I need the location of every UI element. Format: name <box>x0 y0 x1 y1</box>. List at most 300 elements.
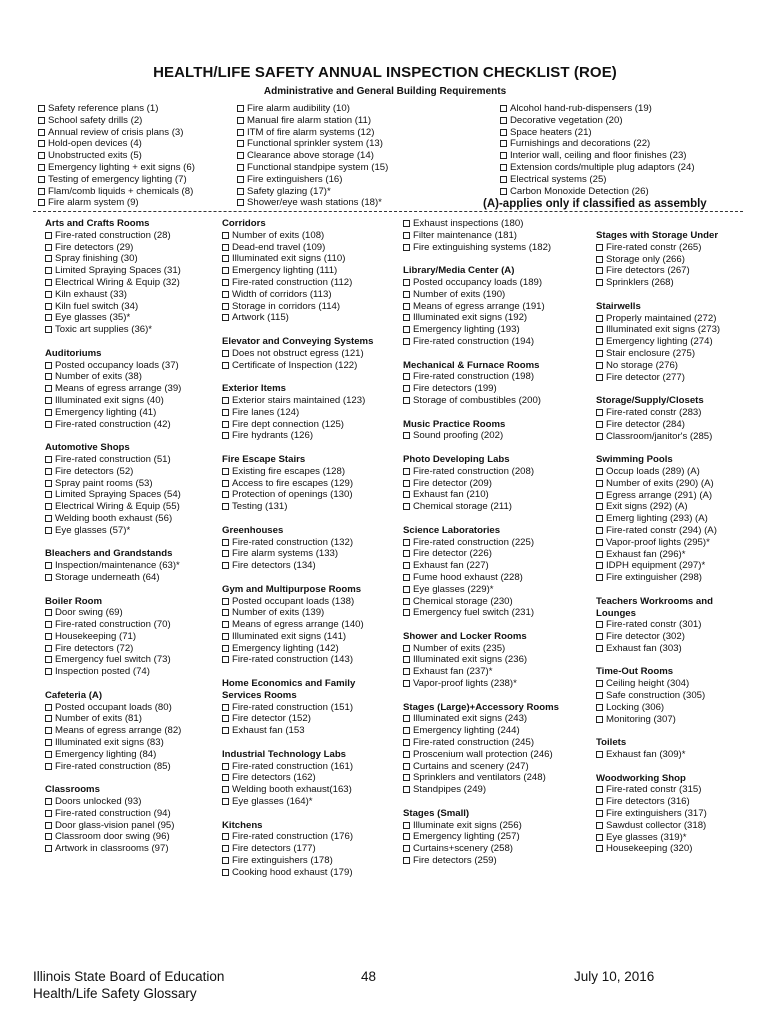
checkbox[interactable] <box>222 798 229 805</box>
checklist-item[interactable] <box>45 631 181 643</box>
checklist-item[interactable] <box>38 115 195 127</box>
checklist-item[interactable] <box>45 737 181 749</box>
checkbox[interactable] <box>403 397 410 404</box>
checklist-item[interactable] <box>45 643 181 655</box>
checklist-item[interactable] <box>222 230 392 242</box>
checklist-item[interactable] <box>45 277 181 289</box>
checkbox[interactable] <box>222 421 229 428</box>
checklist-item[interactable] <box>45 312 181 324</box>
checklist-item[interactable] <box>500 127 695 139</box>
checklist-item[interactable] <box>596 466 736 478</box>
checkbox[interactable] <box>500 117 507 124</box>
checklist-item[interactable] <box>45 607 181 619</box>
checklist-item[interactable] <box>596 690 736 702</box>
checkbox[interactable] <box>222 314 229 321</box>
checklist-item[interactable] <box>45 820 181 832</box>
checklist-item[interactable] <box>596 749 736 761</box>
checklist-item[interactable] <box>222 430 392 442</box>
checklist-item[interactable] <box>596 242 736 254</box>
checkbox[interactable] <box>45 326 52 333</box>
checkbox[interactable] <box>38 199 45 206</box>
checklist-item[interactable] <box>403 336 559 348</box>
checkbox[interactable] <box>596 503 603 510</box>
checklist-item[interactable] <box>403 289 559 301</box>
checklist-item[interactable] <box>403 820 559 832</box>
checklist-item[interactable] <box>403 713 559 725</box>
checklist-item[interactable] <box>403 312 559 324</box>
checkbox[interactable] <box>45 255 52 262</box>
checkbox[interactable] <box>38 105 45 112</box>
checklist-item[interactable] <box>596 431 736 443</box>
checkbox[interactable] <box>222 232 229 239</box>
checklist-item[interactable] <box>222 501 392 513</box>
checkbox[interactable] <box>45 279 52 286</box>
checkbox[interactable] <box>45 633 52 640</box>
checkbox[interactable] <box>596 810 603 817</box>
checkbox[interactable] <box>403 244 410 251</box>
checklist-item[interactable] <box>222 654 392 666</box>
checkbox[interactable] <box>222 267 229 274</box>
checkbox[interactable] <box>237 105 244 112</box>
checklist-item[interactable] <box>596 784 736 796</box>
checklist-item[interactable] <box>403 572 559 584</box>
checkbox[interactable] <box>403 550 410 557</box>
checkbox[interactable] <box>45 562 52 569</box>
checklist-item[interactable] <box>596 714 736 726</box>
checkbox[interactable] <box>403 562 410 569</box>
checklist-item[interactable] <box>403 831 559 843</box>
checkbox[interactable] <box>403 763 410 770</box>
checkbox[interactable] <box>45 456 52 463</box>
checkbox[interactable] <box>403 326 410 333</box>
checkbox[interactable] <box>596 574 603 581</box>
checkbox[interactable] <box>596 786 603 793</box>
checkbox[interactable] <box>222 279 229 286</box>
checklist-item[interactable] <box>45 666 181 678</box>
checkbox[interactable] <box>222 786 229 793</box>
checkbox[interactable] <box>403 727 410 734</box>
checkbox[interactable] <box>403 786 410 793</box>
checkbox[interactable] <box>500 140 507 147</box>
checklist-item[interactable] <box>45 501 181 513</box>
checklist-item[interactable] <box>403 324 559 336</box>
checkbox[interactable] <box>596 551 603 558</box>
checkbox[interactable] <box>596 716 603 723</box>
checklist-item[interactable] <box>222 607 392 619</box>
checkbox[interactable] <box>403 845 410 852</box>
checkbox[interactable] <box>596 279 603 286</box>
checkbox[interactable] <box>222 857 229 864</box>
checkbox[interactable] <box>500 176 507 183</box>
checklist-item[interactable] <box>596 572 736 584</box>
checkbox[interactable] <box>222 503 229 510</box>
checklist-item[interactable] <box>403 301 559 313</box>
checklist-item[interactable] <box>222 619 392 631</box>
checklist-item[interactable] <box>237 150 388 162</box>
checkbox[interactable] <box>45 314 52 321</box>
checklist-item[interactable] <box>596 513 736 525</box>
checklist-item[interactable] <box>596 643 736 655</box>
checkbox[interactable] <box>222 432 229 439</box>
checkbox[interactable] <box>596 515 603 522</box>
checklist-item[interactable] <box>45 725 181 737</box>
checkbox[interactable] <box>403 574 410 581</box>
checklist-item[interactable] <box>237 197 388 209</box>
checkbox[interactable] <box>596 409 603 416</box>
checkbox[interactable] <box>596 692 603 699</box>
checklist-item[interactable] <box>596 537 736 549</box>
checklist-item[interactable] <box>596 501 736 513</box>
checkbox[interactable] <box>222 397 229 404</box>
checkbox[interactable] <box>222 480 229 487</box>
checkbox[interactable] <box>596 527 603 534</box>
checklist-item[interactable] <box>222 478 392 490</box>
checkbox[interactable] <box>222 409 229 416</box>
checkbox[interactable] <box>403 385 410 392</box>
checklist-item[interactable] <box>596 808 736 820</box>
checklist-item[interactable] <box>45 419 181 431</box>
checklist-item[interactable] <box>222 713 392 725</box>
checkbox[interactable] <box>403 338 410 345</box>
checkbox[interactable] <box>596 256 603 263</box>
checkbox[interactable] <box>45 291 52 298</box>
checklist-item[interactable] <box>45 289 181 301</box>
checkbox[interactable] <box>222 244 229 251</box>
checkbox[interactable] <box>222 303 229 310</box>
checkbox[interactable] <box>45 421 52 428</box>
checkbox[interactable] <box>45 739 52 746</box>
checkbox[interactable] <box>45 244 52 251</box>
checkbox[interactable] <box>403 503 410 510</box>
checklist-item[interactable] <box>596 796 736 808</box>
checkbox[interactable] <box>222 656 229 663</box>
checkbox[interactable] <box>403 857 410 864</box>
checkbox[interactable] <box>222 468 229 475</box>
checkbox[interactable] <box>45 833 52 840</box>
checkbox[interactable] <box>596 374 603 381</box>
checklist-item[interactable] <box>403 478 559 490</box>
checkbox[interactable] <box>500 164 507 171</box>
checklist-item[interactable] <box>38 138 195 150</box>
checklist-item[interactable] <box>45 466 181 478</box>
checkbox[interactable] <box>45 232 52 239</box>
checklist-item[interactable] <box>403 501 559 513</box>
checkbox[interactable] <box>237 117 244 124</box>
checkbox[interactable] <box>45 303 52 310</box>
checkbox[interactable] <box>45 468 52 475</box>
checkbox[interactable] <box>38 176 45 183</box>
checkbox[interactable] <box>45 727 52 734</box>
checkbox[interactable] <box>403 303 410 310</box>
checklist-item[interactable] <box>222 761 392 773</box>
checkbox[interactable] <box>596 621 603 628</box>
checklist-item[interactable] <box>45 371 181 383</box>
checklist-item[interactable] <box>45 713 181 725</box>
checkbox[interactable] <box>45 822 52 829</box>
checklist-item[interactable] <box>596 419 736 431</box>
checklist-item[interactable] <box>237 138 388 150</box>
checklist-item[interactable] <box>38 186 195 198</box>
checklist-item[interactable] <box>222 312 392 324</box>
checklist-item[interactable] <box>45 324 181 336</box>
checklist-item[interactable] <box>403 383 559 395</box>
checkbox[interactable] <box>403 822 410 829</box>
checklist-item[interactable] <box>596 820 736 832</box>
checklist-item[interactable] <box>222 360 392 372</box>
checkbox[interactable] <box>45 751 52 758</box>
checkbox[interactable] <box>596 633 603 640</box>
checklist-item[interactable] <box>500 174 695 186</box>
checkbox[interactable] <box>45 397 52 404</box>
checklist-item[interactable] <box>403 218 559 230</box>
checklist-item[interactable] <box>403 560 559 572</box>
checklist-item[interactable] <box>222 855 392 867</box>
checklist-item[interactable] <box>596 336 736 348</box>
checkbox[interactable] <box>596 244 603 251</box>
checklist-item[interactable] <box>403 843 559 855</box>
checkbox[interactable] <box>403 586 410 593</box>
checklist-item[interactable] <box>500 186 695 198</box>
checkbox[interactable] <box>237 176 244 183</box>
checklist-item[interactable] <box>45 702 181 714</box>
checkbox[interactable] <box>45 362 52 369</box>
checkbox[interactable] <box>403 291 410 298</box>
checkbox[interactable] <box>222 869 229 876</box>
checkbox[interactable] <box>45 668 52 675</box>
checklist-item[interactable] <box>222 395 392 407</box>
checklist-item[interactable] <box>596 348 736 360</box>
checkbox[interactable] <box>500 105 507 112</box>
checklist-item[interactable] <box>222 596 392 608</box>
checklist-item[interactable] <box>45 843 181 855</box>
checklist-item[interactable] <box>45 831 181 843</box>
checkbox[interactable] <box>222 539 229 546</box>
checkbox[interactable] <box>596 468 603 475</box>
checkbox[interactable] <box>45 621 52 628</box>
checklist-item[interactable] <box>403 371 559 383</box>
checkbox[interactable] <box>45 503 52 510</box>
checklist-item[interactable] <box>596 525 736 537</box>
checklist-item[interactable] <box>403 395 559 407</box>
checkbox[interactable] <box>222 255 229 262</box>
checklist-item[interactable] <box>45 572 181 584</box>
checkbox[interactable] <box>222 621 229 628</box>
checklist-item[interactable] <box>38 197 195 209</box>
checklist-item[interactable] <box>596 560 736 572</box>
checkbox[interactable] <box>222 727 229 734</box>
checkbox[interactable] <box>403 468 410 475</box>
checklist-item[interactable] <box>45 513 181 525</box>
checkbox[interactable] <box>222 550 229 557</box>
checklist-item[interactable] <box>596 277 736 289</box>
checkbox[interactable] <box>237 140 244 147</box>
checklist-item[interactable] <box>222 643 392 655</box>
checkbox[interactable] <box>222 645 229 652</box>
checkbox[interactable] <box>403 645 410 652</box>
checklist-item[interactable] <box>403 466 559 478</box>
checkbox[interactable] <box>596 350 603 357</box>
checklist-item[interactable] <box>403 277 559 289</box>
checkbox[interactable] <box>403 609 410 616</box>
checklist-item[interactable] <box>596 832 736 844</box>
checkbox[interactable] <box>500 188 507 195</box>
checkbox[interactable] <box>596 562 603 569</box>
checkbox[interactable] <box>403 668 410 675</box>
checklist-item[interactable] <box>596 254 736 266</box>
checkbox[interactable] <box>45 267 52 274</box>
checkbox[interactable] <box>596 704 603 711</box>
checklist-item[interactable] <box>45 808 181 820</box>
checklist-item[interactable] <box>222 489 392 501</box>
checkbox[interactable] <box>45 798 52 805</box>
checklist-item[interactable] <box>222 702 392 714</box>
checklist-item[interactable] <box>500 150 695 162</box>
checkbox[interactable] <box>237 129 244 136</box>
checklist-item[interactable] <box>596 372 736 384</box>
checklist-item[interactable] <box>500 103 695 115</box>
checklist-item[interactable] <box>45 654 181 666</box>
checkbox[interactable] <box>38 117 45 124</box>
checkbox[interactable] <box>45 810 52 817</box>
checklist-item[interactable] <box>596 407 736 419</box>
checkbox[interactable] <box>403 314 410 321</box>
checklist-item[interactable] <box>222 242 392 254</box>
checklist-item[interactable] <box>500 162 695 174</box>
checklist-item[interactable] <box>403 772 559 784</box>
checkbox[interactable] <box>403 751 410 758</box>
checklist-item[interactable] <box>45 242 181 254</box>
checklist-item[interactable] <box>222 631 392 643</box>
checklist-item[interactable] <box>403 430 559 442</box>
checklist-item[interactable] <box>45 749 181 761</box>
checklist-item[interactable] <box>45 230 181 242</box>
checkbox[interactable] <box>596 680 603 687</box>
checklist-item[interactable] <box>45 525 181 537</box>
checkbox[interactable] <box>403 656 410 663</box>
checkbox[interactable] <box>222 715 229 722</box>
checklist-item[interactable] <box>45 478 181 490</box>
checkbox[interactable] <box>596 433 603 440</box>
checklist-item[interactable] <box>596 265 736 277</box>
checklist-item[interactable] <box>237 115 388 127</box>
checklist-item[interactable] <box>403 607 559 619</box>
checklist-item[interactable] <box>45 383 181 395</box>
checkbox[interactable] <box>596 362 603 369</box>
checklist-item[interactable] <box>596 324 736 336</box>
checklist-item[interactable] <box>222 560 392 572</box>
checklist-item[interactable] <box>45 301 181 313</box>
checklist-item[interactable] <box>222 277 392 289</box>
checklist-item[interactable] <box>403 855 559 867</box>
checkbox[interactable] <box>222 763 229 770</box>
checkbox[interactable] <box>403 232 410 239</box>
checkbox[interactable] <box>45 373 52 380</box>
checklist-item[interactable] <box>38 162 195 174</box>
checkbox[interactable] <box>403 373 410 380</box>
checklist-item[interactable] <box>222 301 392 313</box>
checkbox[interactable] <box>222 704 229 711</box>
checkbox[interactable] <box>38 164 45 171</box>
checkbox[interactable] <box>45 515 52 522</box>
checklist-item[interactable] <box>237 127 388 139</box>
checklist-item[interactable] <box>222 796 392 808</box>
checkbox[interactable] <box>403 491 410 498</box>
checkbox[interactable] <box>403 432 410 439</box>
checklist-item[interactable] <box>403 725 559 737</box>
checklist-item[interactable] <box>596 702 736 714</box>
checkbox[interactable] <box>45 480 52 487</box>
checklist-item[interactable] <box>45 489 181 501</box>
checkbox[interactable] <box>403 739 410 746</box>
checklist-item[interactable] <box>500 115 695 127</box>
checklist-item[interactable] <box>403 678 559 690</box>
checkbox[interactable] <box>222 598 229 605</box>
checklist-item[interactable] <box>403 737 559 749</box>
checkbox[interactable] <box>45 491 52 498</box>
checklist-item[interactable] <box>45 360 181 372</box>
checkbox[interactable] <box>596 751 603 758</box>
checkbox[interactable] <box>237 164 244 171</box>
checklist-item[interactable] <box>403 489 559 501</box>
checklist-item[interactable] <box>222 537 392 549</box>
checkbox[interactable] <box>500 152 507 159</box>
checklist-item[interactable] <box>403 548 559 560</box>
checklist-item[interactable] <box>38 103 195 115</box>
checkbox[interactable] <box>596 798 603 805</box>
checkbox[interactable] <box>45 656 52 663</box>
checklist-item[interactable] <box>596 313 736 325</box>
checklist-item[interactable] <box>222 867 392 879</box>
checkbox[interactable] <box>45 715 52 722</box>
checkbox[interactable] <box>403 539 410 546</box>
checklist-item[interactable] <box>222 784 392 796</box>
checkbox[interactable] <box>596 645 603 652</box>
checklist-item[interactable] <box>403 749 559 761</box>
checklist-item[interactable] <box>45 253 181 265</box>
checklist-item[interactable] <box>222 289 392 301</box>
checkbox[interactable] <box>222 491 229 498</box>
checklist-item[interactable] <box>222 831 392 843</box>
checklist-item[interactable] <box>596 360 736 372</box>
checklist-item[interactable] <box>403 230 559 242</box>
checklist-item[interactable] <box>38 174 195 186</box>
checklist-item[interactable] <box>222 265 392 277</box>
checklist-item[interactable] <box>45 407 181 419</box>
checkbox[interactable] <box>45 845 52 852</box>
checklist-item[interactable] <box>222 253 392 265</box>
checklist-item[interactable] <box>500 138 695 150</box>
checklist-item[interactable] <box>403 584 559 596</box>
checkbox[interactable] <box>45 704 52 711</box>
checkbox[interactable] <box>596 315 603 322</box>
checklist-item[interactable] <box>403 537 559 549</box>
checkbox[interactable] <box>596 338 603 345</box>
checklist-item[interactable] <box>45 454 181 466</box>
checkbox[interactable] <box>237 152 244 159</box>
checklist-item[interactable] <box>237 162 388 174</box>
checkbox[interactable] <box>38 129 45 136</box>
checkbox[interactable] <box>403 598 410 605</box>
checkbox[interactable] <box>222 350 229 357</box>
checklist-item[interactable] <box>403 666 559 678</box>
checklist-item[interactable] <box>222 548 392 560</box>
checklist-item[interactable] <box>403 784 559 796</box>
checkbox[interactable] <box>45 527 52 534</box>
checkbox[interactable] <box>596 834 603 841</box>
checklist-item[interactable] <box>237 103 388 115</box>
checkbox[interactable] <box>403 774 410 781</box>
checkbox[interactable] <box>45 609 52 616</box>
